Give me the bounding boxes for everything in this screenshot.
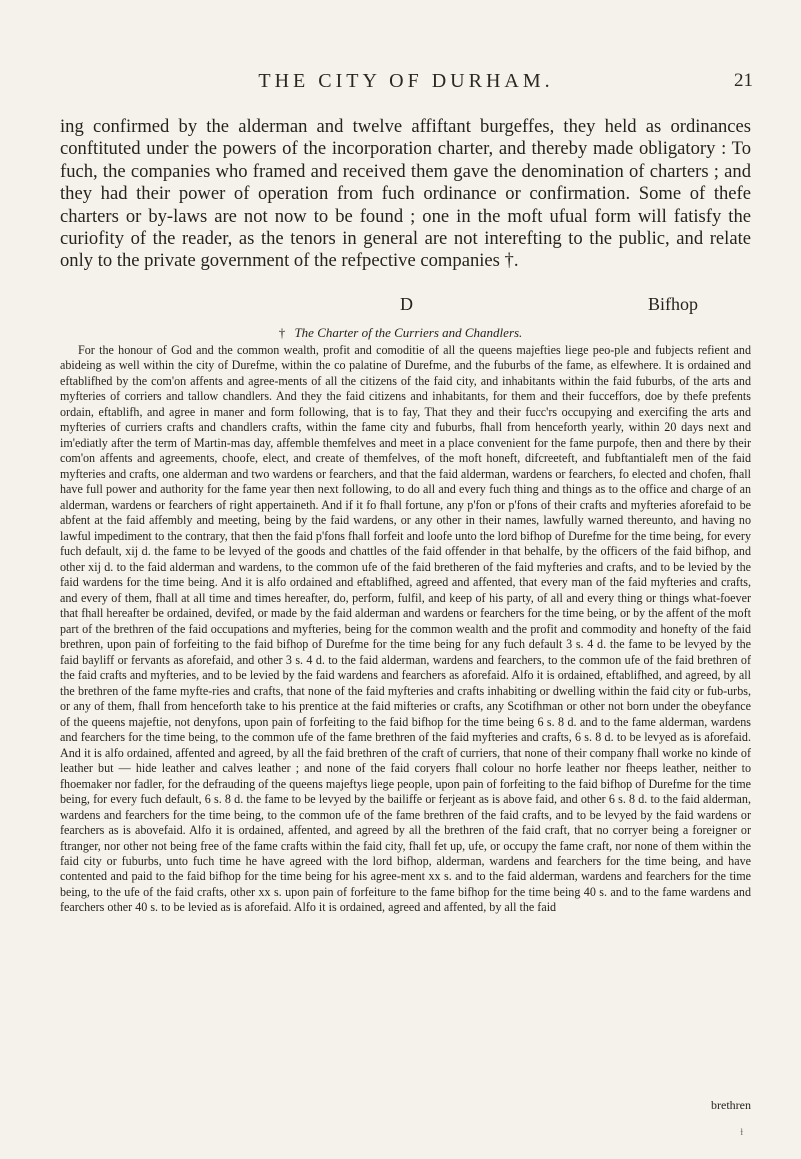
footnote-catchword: brethren	[711, 1098, 751, 1112]
footnote-body	[60, 343, 751, 1113]
main-paragraph: ing confirmed by the alderman and twelve affiftant burgeffes, they held as ordinances conftituted under the powers of the incorporation charter, and thereby made obligatory : To fuch, the companies who framed and received them gave the denomination of charters ; and they had their power of operation from fuch ordinance or confirmation. Some of thefe charters or by-laws are not now to be found ; one in the moft ufual form will fatisfy the curiofity of the reader, as the tenors in general are not interefting to the public, and relate only to the private government of the refpective companies †.	[60, 116, 751, 272]
footnote-title-text: The Charter of the Curriers and Chandlers.	[294, 325, 523, 340]
footnote-title	[0, 325, 801, 341]
main-catchword-next: Bifhop	[648, 294, 699, 314]
main-text	[60, 116, 751, 273]
main-catchword: D	[400, 294, 413, 314]
running-head: THE CITY OF DURHAM.	[258, 70, 554, 92]
footnote-mark: †	[278, 325, 286, 340]
signature-mark: ɫ	[740, 1127, 743, 1137]
page-number: 21	[734, 70, 753, 91]
footnote-paragraph: For the honour of God and the common wealth, profit and comoditie of all the queens majefties liege peo-ple and fubjects refient and abideing as well within the city of Durefme, within the co palatine of Durefme, and the fuburbs of the fame, as elfewhere. It is ordained and eftablifhed by the com'on affents and agree-ments of all the citizens of the faid city, and inhabitants within the faid fuburbs, of the arts and myfteries of corriers and tallow chandlers. And they the faid citizens and inhabitants, for them and their fucceffors, doe by thefe prefents ordain, eftablifh, and agree in maner and form following, that is to fay, That they and their fucc'rs occupying and exercifing the arts and myfteries of curriers crafts and chandlers crafts, within the fame city and fuburbs, fhall from henceforth yearly, within 20 days next and im'ediatly after the term of Martin-mas day, affemble themfelves and meet in a place convenient for the fame purpofe, then and there by their com'on affents and agreements, choofe, elect, and create of themfelves, of the moft honeft, difcreeteft, and fubftantialeft men of the faid myfteries and crafts, one alderman and two wardens or fearchers, and that the faid alderman, wardens or fearchers, fo elected and chofen, fhall have full power and authority for the fame year then next following, to do all and every fuch thing and things as to the office and charge of an alderman, wardens or fearchers of right appertaineth. And if it fo fhall fortune, any p'fon or p'fons of their crafts and myfteries aforefaid to be abfent at the faid affembly and meeting, being by the faid wardens, or any other in their names, lawfully warned thereunto, and having no lawful impediment to the contrary, that then the faid p'fons fhall forfeit and loofe unto the lord bifhop of Durefme for the time being, for every fuch default, xij d. the fame to be levyed of the goods and chattles of the faid offender in that behalfe, by the officers of the faid bifhop, and other xij d. to the faid alderman and wardens, to the common ufe of the faid bretheren of the faid myfteries and crafts, and to be levied by the faid wardens for the time being. And it is alfo ordained and eftablifhed, agreed and affented, that every man of the faid myfteries and crafts, and every of them, fhall at all time and times hereafter, do, perform, fulfil, and keep of his party, of all and every thing or things what-foever that fhall hereafter be ordained, devifed, or made by the faid alderman and wardens or fearchers for the time being, or by the affent of the moft part of the brethren of the faid occupations and myfteries, being for the common wealth and the profit and commodity and honefty of the faid brethren, upon pain of forfeiting to the faid bifhop of Durefme for the time being for any fuch default 3 s. 4 d. the fame to be levyed by the faid bayliff or fervants as aforefaid, and other 3 s. 4 d. to the faid alderman, wardens and fearchers, to the common ufe of the faid brethren of the faid crafts and myfteries, and to be levied by the faid wardens and fearchers as aforefaid. Alfo it is ordained, eftablifhed, and agreed, by all the brethren of the fame myfte-ries and crafts, that none of the faid myfteries and crafts inhabiting or dwelling within the faid city or fub-urbs, or any of them, fhall from henceforth take to his prentice at the faid mifteries or crafts, any Scotifhman or other not born under the obeyfance of the queens majeftie, not denyfons, upon pain of forfeiting to the faid bifhop for the time being 6 s. 8 d. and to the fame alderman, wardens and fearchers for the time being, to the common ufe of the fame brethren of the faid myfteries and crafts, 6 s. 8 d. to be levyed as is aforefaid. And it is alfo ordained, affented and agreed, by all the faid brethren of the craft of curriers, that none of their company fhall worke no kinde of leather but — hide leather and calves leather ; and none of the faid coryers fhall colour no horfe leather nor fheeps leather, neither to fhoemaker nor fadler, for the defrauding of the queens majeftys liege people, upon pain of forfeiting to the faid bifhop of Durefme for the time being, for every fuch default, 6 s. 8 d. the fame to be levyed by the bailiffe or ferjeant as is above faid, and other 6 s. 8 d. to the faid alderman, wardens and fearchers for the time being, to the common ufe of the fame brethren of the faid crafts, and to be levyed by the faid wardens or fearchers as is abovefaid. Alfo it is ordained, affented, and agreed by all the brethren of the faid craft, that no corryer being a foreigner or ftranger, nor other not being free of the fame crafts within the faid city, fhall fet up, ufe, or occupy the fame craft, nor none of them within the faid city or fuburbs, unto fuch time he have agreed with the lord bifhop, alderman, wardens and fearchers for the time being, and have contented and paid to the faid bifhop for the time being for his agree-ment xx s. and to the faid alderman, wardens and fearchers for the time being, to the ufe of the faid crafts, other xx s. upon pain of forfeiture to the fame bifhop for the time being 40 s. and to the fame wardens and fearchers other 40 s. to be levied as is aforefaid. Alfo it is ordained, agreed and affented, by all the faid	[60, 343, 751, 915]
